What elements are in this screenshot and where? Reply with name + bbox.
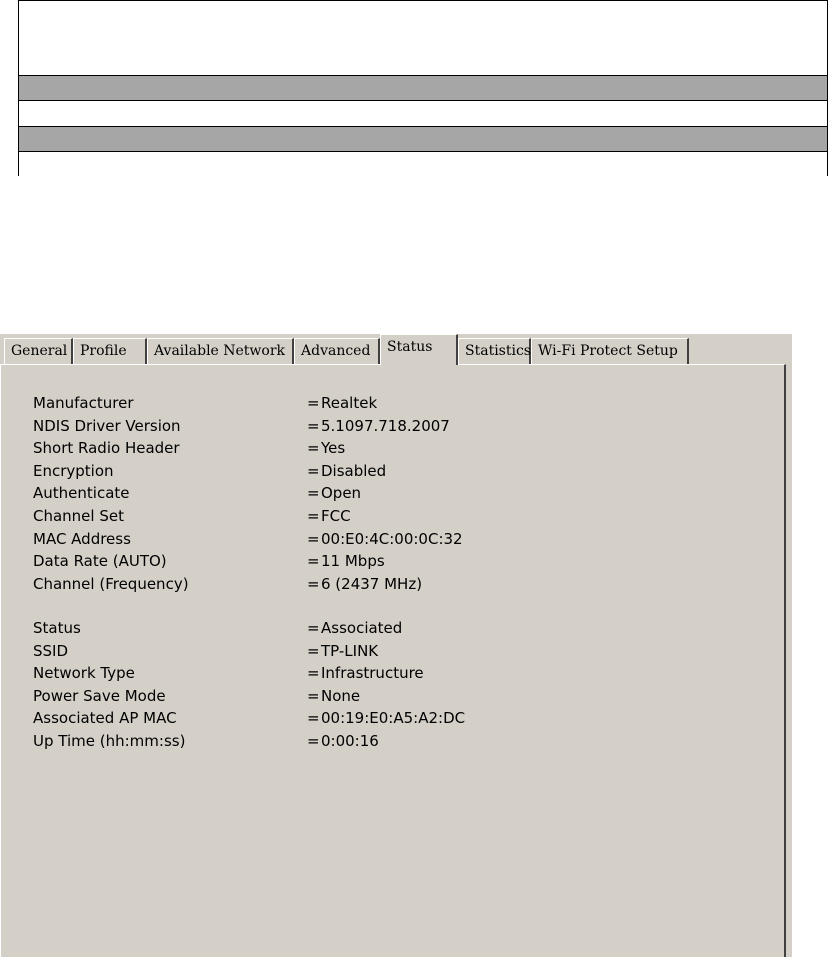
status-value: None	[321, 686, 361, 705]
separator: =	[307, 574, 320, 593]
status-label: Up Time (hh:mm:ss)	[33, 732, 186, 750]
status-value: FCC	[321, 507, 351, 525]
separator: =	[307, 686, 320, 705]
status-label: Channel Set	[33, 507, 124, 525]
status-value: 0:00:16	[321, 732, 379, 750]
utility-dialog	[0, 334, 792, 957]
tab-strip	[0, 334, 792, 364]
status-value: Infrastructure	[321, 664, 424, 683]
status-value: 6 (2437 MHz)	[321, 574, 423, 593]
separator: =	[307, 619, 320, 637]
status-label: Associated AP MAC	[33, 709, 177, 728]
status-label: Power Save Mode	[33, 686, 166, 705]
separator: =	[307, 529, 320, 548]
table-row	[19, 152, 827, 176]
status-value: TP-LINK	[321, 641, 379, 660]
tab-statistics[interactable]: Statistics	[458, 338, 531, 364]
separator: =	[307, 439, 320, 458]
tab-profile[interactable]: Profile	[73, 338, 147, 364]
separator: =	[307, 664, 320, 683]
status-value: Yes	[321, 439, 346, 458]
status-label: Status	[33, 619, 81, 637]
status-value: 5.1097.718.2007	[321, 416, 450, 435]
status-value: Associated	[321, 619, 403, 637]
status-label: Data Rate (AUTO)	[33, 552, 167, 571]
document-table	[18, 0, 828, 176]
status-label: Manufacturer	[33, 394, 134, 412]
separator: =	[307, 507, 320, 525]
status-value: Disabled	[321, 461, 387, 480]
status-label: Channel (Frequency)	[33, 574, 189, 593]
tab-status[interactable]: Status	[380, 334, 458, 365]
status-label: Encryption	[33, 461, 114, 480]
table-row	[19, 1, 827, 75]
status-label: Authenticate	[33, 484, 130, 503]
status-value: 11 Mbps	[321, 552, 385, 571]
separator: =	[307, 552, 320, 571]
status-value: Open	[321, 484, 362, 503]
table-row	[19, 126, 827, 152]
status-label: SSID	[33, 641, 69, 660]
status-value: Realtek	[321, 394, 378, 412]
status-value: 00:E0:4C:00:0C:32	[321, 529, 463, 548]
table-row	[19, 75, 827, 101]
tab-general[interactable]: General	[4, 338, 73, 364]
tab-available-network[interactable]: Available Network	[147, 338, 294, 364]
separator: =	[307, 416, 320, 435]
tab-wifi-protect-setup[interactable]: Wi-Fi Protect Setup	[531, 338, 689, 364]
status-label: Network Type	[33, 664, 135, 683]
separator: =	[307, 709, 320, 728]
separator: =	[307, 394, 320, 412]
separator: =	[307, 484, 320, 503]
status-value: 00:19:E0:A5:A2:DC	[321, 709, 466, 728]
table-row	[19, 101, 827, 126]
status-label: MAC Address	[33, 529, 131, 548]
status-label: NDIS Driver Version	[33, 416, 181, 435]
separator: =	[307, 732, 320, 750]
status-label: Short Radio Header	[33, 439, 180, 458]
separator: =	[307, 461, 320, 480]
tab-advanced[interactable]: Advanced	[294, 338, 380, 364]
status-panel	[0, 364, 786, 957]
separator: =	[307, 641, 320, 660]
